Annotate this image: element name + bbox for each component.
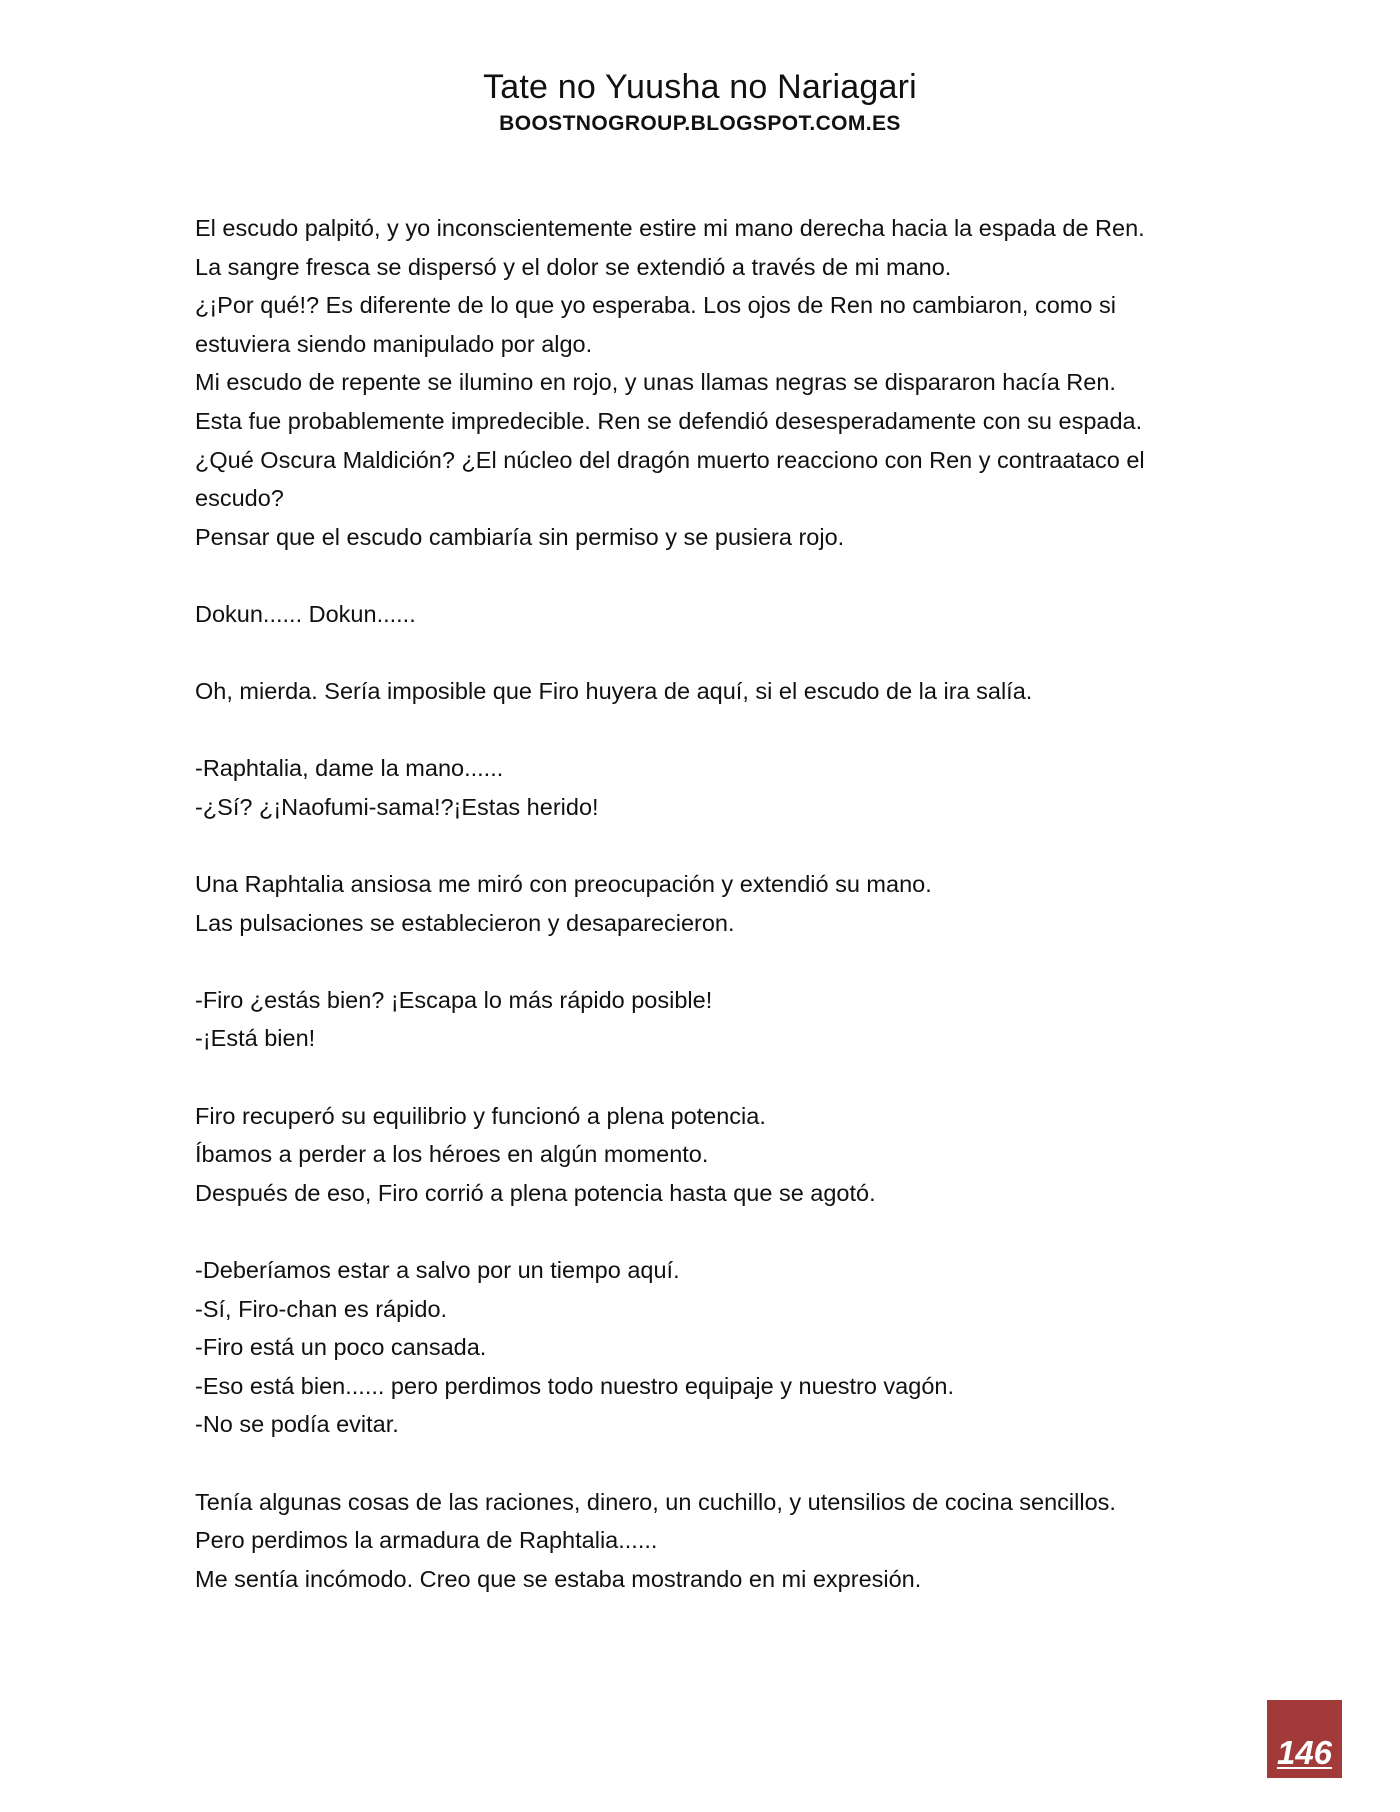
blank-line	[195, 556, 1235, 595]
text-line: Esta fue probablemente impredecible. Ren se defendió desesperadamente con su espada.	[195, 407, 1143, 434]
document-subtitle: BOOSTNOGROUP.BLOGSPOT.COM.ES	[499, 112, 901, 135]
text-line: Las pulsaciones se establecieron y desaparecieron.	[195, 909, 735, 936]
text-line: Firo recuperó su equilibrio y funcionó a plena potencia.	[195, 1102, 766, 1129]
text-line: Una Raphtalia ansiosa me miró con preocupación y extendió su mano.	[195, 871, 932, 898]
text-line: ¿¡Por qué!? Es diferente de lo que yo esperaba. Los ojos de Ren no cambiaron, como si	[195, 292, 1116, 319]
dialogue-line: -Firo está un poco cansada.	[195, 1334, 487, 1361]
dialogue-line: -¡Está bien!	[195, 1025, 316, 1052]
blank-line	[195, 1444, 1235, 1483]
dialogue-line: -Deberíamos estar a salvo por un tiempo aquí.	[195, 1257, 680, 1284]
text-line: escudo?	[195, 485, 284, 512]
blank-line	[195, 827, 1235, 866]
dialogue-line: -Firo ¿estás bien? ¡Escapa lo más rápido posible!	[195, 986, 713, 1013]
page-number: 146	[1276, 1734, 1333, 1771]
blank-line	[195, 1058, 1235, 1097]
dialogue-line: -No se podía evitar.	[195, 1411, 399, 1438]
blank-line	[195, 1212, 1235, 1251]
text-line: Oh, mierda. Sería imposible que Firo huyera de aquí, si el escudo de la ira salía.	[195, 678, 1033, 705]
page-header	[0, 66, 1400, 138]
dialogue-line: -Sí, Firo-chan es rápido.	[195, 1295, 448, 1322]
dialogue-line: -Eso está bien...... pero perdimos todo nuestro equipaje y nuestro vagón.	[195, 1372, 954, 1399]
text-line: Pensar que el escudo cambiaría sin permiso y se pusiera rojo.	[195, 523, 845, 550]
page-number-badge	[1267, 1700, 1342, 1778]
text-line: La sangre fresca se dispersó y el dolor se extendió a través de mi mano.	[195, 253, 952, 280]
blank-line	[195, 634, 1235, 673]
text-line: Pero perdimos la armadura de Raphtalia......	[195, 1527, 658, 1554]
document-title: Tate no Yuusha no Nariagari	[483, 68, 917, 106]
dialogue-line: -¿Sí? ¿¡Naofumi-sama!?¡Estas herido!	[195, 793, 599, 820]
text-line: Dokun...... Dokun......	[195, 600, 416, 627]
dialogue-line: -Raphtalia, dame la mano......	[195, 755, 504, 782]
text-line: Íbamos a perder a los héroes en algún momento.	[195, 1141, 709, 1168]
text-line: Tenía algunas cosas de las raciones, dinero, un cuchillo, y utensilios de cocina sencillos.	[195, 1488, 1116, 1515]
text-line: estuviera siendo manipulado por algo.	[195, 330, 593, 357]
body-text	[195, 209, 1235, 1598]
text-line: Me sentía incómodo. Creo que se estaba mostrando en mi expresión.	[195, 1565, 922, 1592]
text-line: Después de eso, Firo corrió a plena potencia hasta que se agotó.	[195, 1179, 876, 1206]
text-line: El escudo palpitó, y yo inconscientemente estire mi mano derecha hacia la espada de Ren.	[195, 215, 1145, 241]
text-line: Mi escudo de repente se ilumino en rojo, y unas llamas negras se dispararon hacía Ren.	[195, 369, 1116, 396]
blank-line	[195, 711, 1235, 750]
text-line: ¿Qué Oscura Maldición? ¿El núcleo del dragón muerto reacciono con Ren y contraataco el	[195, 446, 1145, 473]
blank-line	[195, 942, 1235, 981]
